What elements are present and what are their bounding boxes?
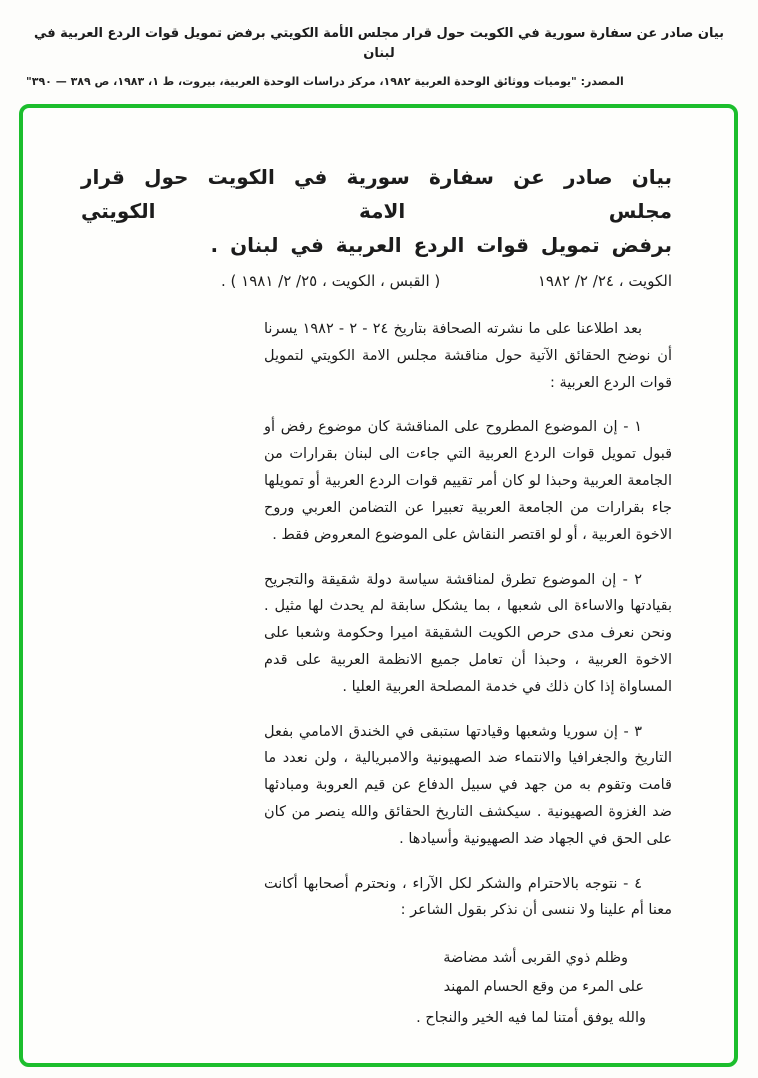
document-content [23,108,734,1063]
dateline-citation: ( القبس ، الكويت ، ٢٥/ ٢/ ١٩٨١ ) . [221,272,441,290]
dateline [81,272,672,290]
paragraph-3: ٣ - إن سوريا وشعبها وقيادتها ستبقى في الخندق الامامي بفعل التاريخ والجغرافيا والانتماء ضد الصهيونية والامبريالية ، ولن نعدد ما قامت وتقوم به من جهد في سبيل الدفاع عن قيم العروبة ومبادئها ضد الغزوة الصهيونية . سيكشف التاريخ الحقائق والله ينصر من كان على الحق في الجهاد ضد الصهيونية وأسيادها . [264,723,672,847]
dateline-place-date: الكويت ، ٢٤/ ٢/ ١٩٨٢ [537,272,672,290]
document-body [264,316,672,1033]
document-title-line1: بيان صادر عن سفارة سورية في الكويت حول قرار مجلس الامة الكويتي [81,165,672,223]
poem-quote [264,944,672,1002]
document-title-line2: برفض تمويل قوات الردع العربية في لبنان . [210,233,672,257]
paragraph-4: ٤ - نتوجه بالاحترام والشكر لكل الآراء ، ونحترم أصحابها أكانت معنا أم علينا ولا ننسى أن نذكر بقول الشاعر : [264,875,672,919]
page-header [0,0,758,88]
paragraph-intro: بعد اطلاعنا على ما نشرته الصحافة بتاريخ ٢٤ - ٢ - ١٩٨٢ يسرنا أن نوضح الحقائق الآتية حول مناقشة مجلس الامة الكويتي لتمويل قوات الردع العربية : [264,321,672,391]
closing-line: والله يوفق أمتنا لما فيه الخير والنجاح . [416,1010,646,1027]
paragraph-1: ١ - إن الموضوع المطروح على المناقشة كان موضوع رفض أو قبول تمويل قوات الردع العربية التي جاءت الى لبنان بقرارات من الجامعة العربية وحبذا لو كان أمر تقييم قوات الردع العربية أو تمويلها جاء بقرارات من الجامعة العربية تعبيرا عن التضامن العربي وروح الاخوة العربية ، أو لو اقتصر النقاش على الموضوع المعروض فقط . [264,419,672,543]
header-source-citation: المصدر: "يوميات ووثائق الوحدة العربية ١٩٨٢، مركز دراسات الوحدة العربية، بيروت، ط ١، ١٩٨٣، ص ٣٨٩ — ٣٩٠" [26,75,624,88]
document-frame [19,104,738,1067]
document-title [81,160,672,262]
header-title: بيان صادر عن سفارة سورية في الكويت حول قرار مجلس الأمة الكويتي برفض تمويل قوات الردع العربية في لبنان [33,26,725,61]
poem-line: على المرء من وقع الحسام المهند [443,979,644,996]
paragraph-2: ٢ - إن الموضوع تطرق لمناقشة سياسة دولة شقيقة والتجريح بقيادتها والاساءة الى شعبها ، بما يشكل سابقة لم يحدث لها مثيل . ونحن نعرف مدى حرص الكويت الشقيقة اميرا وحكومة وشعبا على الاخوة العربية ، وحبذا أن تعامل جميع الانظمة العربية على قدم المساواة إذا كان ذلك في خدمة المصلحة العربية العليا . [264,571,672,695]
poem-line: وظلم ذوي القربى أشد مضاضة [443,950,628,967]
